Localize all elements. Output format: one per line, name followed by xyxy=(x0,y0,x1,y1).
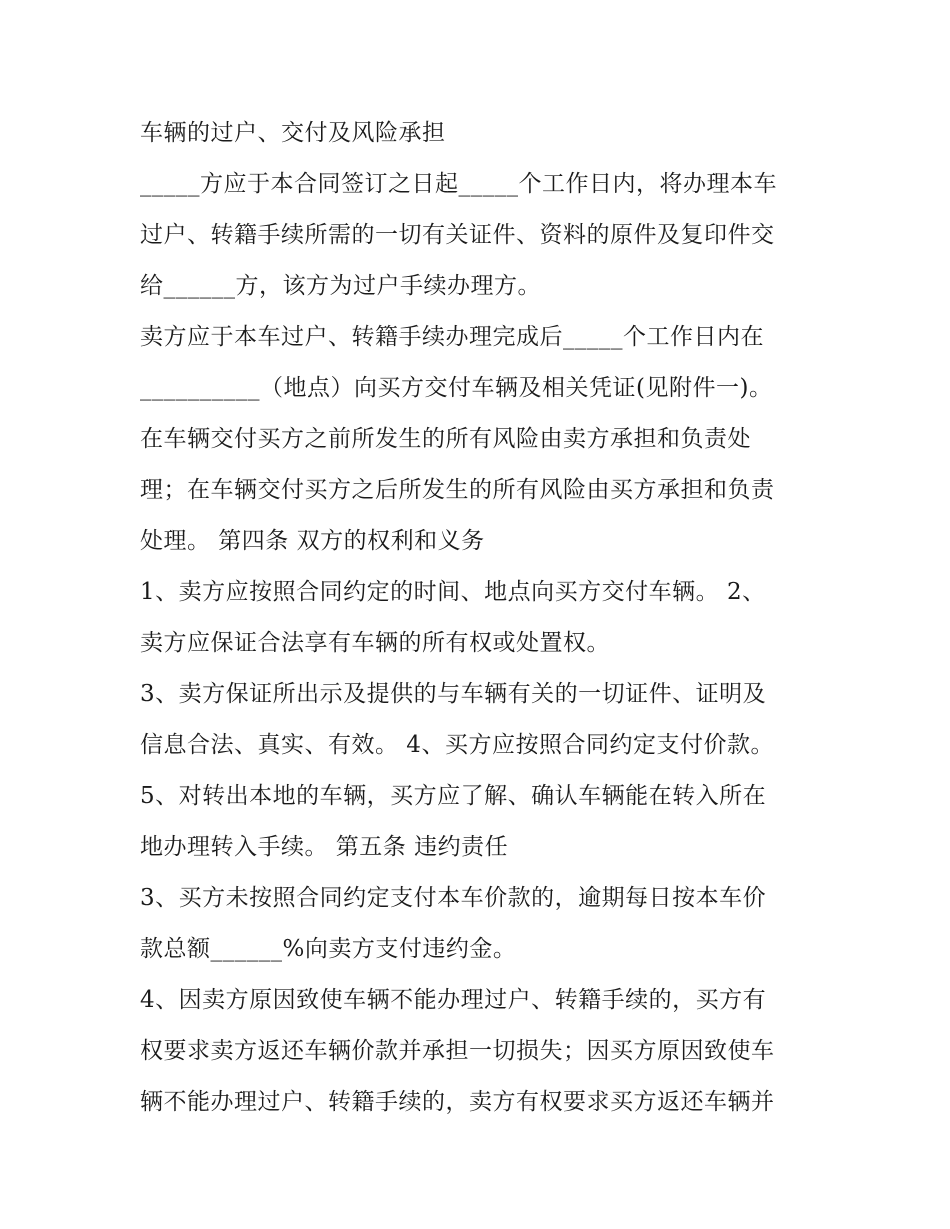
text-line: 处理。 第四条 双方的权利和义务 xyxy=(140,528,485,554)
document-body xyxy=(140,108,830,1128)
text-line: 3、买方未按照合同约定支付本车价款的，逾期每日按本车价 xyxy=(140,885,767,911)
text-line: 卖方应保证合法享有车辆的所有权或处置权。 xyxy=(140,630,610,656)
text-line: 地办理转入手续。 第五条 违约责任 xyxy=(140,834,509,860)
text-line: 4、因卖方原因致使车辆不能办理过户、转籍手续的，买方有 xyxy=(140,987,767,1013)
text-line: 在车辆交付买方之前所发生的所有风险由卖方承担和负责处 xyxy=(140,426,751,452)
text-line: _____方应于本合同签订之日起_____个工作日内，将办理本车 xyxy=(140,171,777,197)
text-line: 信息合法、真实、有效。 4、买方应按照合同约定支付价款。 xyxy=(140,732,774,758)
text-line: 车辆的过户、交付及风险承担 xyxy=(140,120,446,146)
text-line: 理；在车辆交付买方之后所发生的所有风险由买方承担和负责 xyxy=(140,477,775,503)
text-line: 5、对转出本地的车辆，买方应了解、确认车辆能在转入所在 xyxy=(140,783,767,809)
text-line: 过户、转籍手续所需的一切有关证件、资料的原件及复印件交 xyxy=(140,222,775,248)
text-line: __________（地点）向买方交付车辆及相关凭证(见附件一)。 xyxy=(140,375,773,401)
text-line: 给______方，该方为过户手续办理方。 xyxy=(140,273,541,299)
text-line: 1、卖方应按照合同约定的时间、地点向买方交付车辆。 2、 xyxy=(140,579,766,605)
text-line: 卖方应于本车过户、转籍手续办理完成后_____个工作日内在 xyxy=(140,324,764,350)
text-line: 辆不能办理过户、转籍手续的，卖方有权要求买方返还车辆并 xyxy=(140,1089,775,1115)
text-line: 款总额______%向卖方支付违约金。 xyxy=(140,936,517,962)
text-line: 权要求卖方返还车辆价款并承担一切损失；因买方原因致使车 xyxy=(140,1038,775,1064)
text-line: 3、卖方保证所出示及提供的与车辆有关的一切证件、证明及 xyxy=(140,681,767,707)
